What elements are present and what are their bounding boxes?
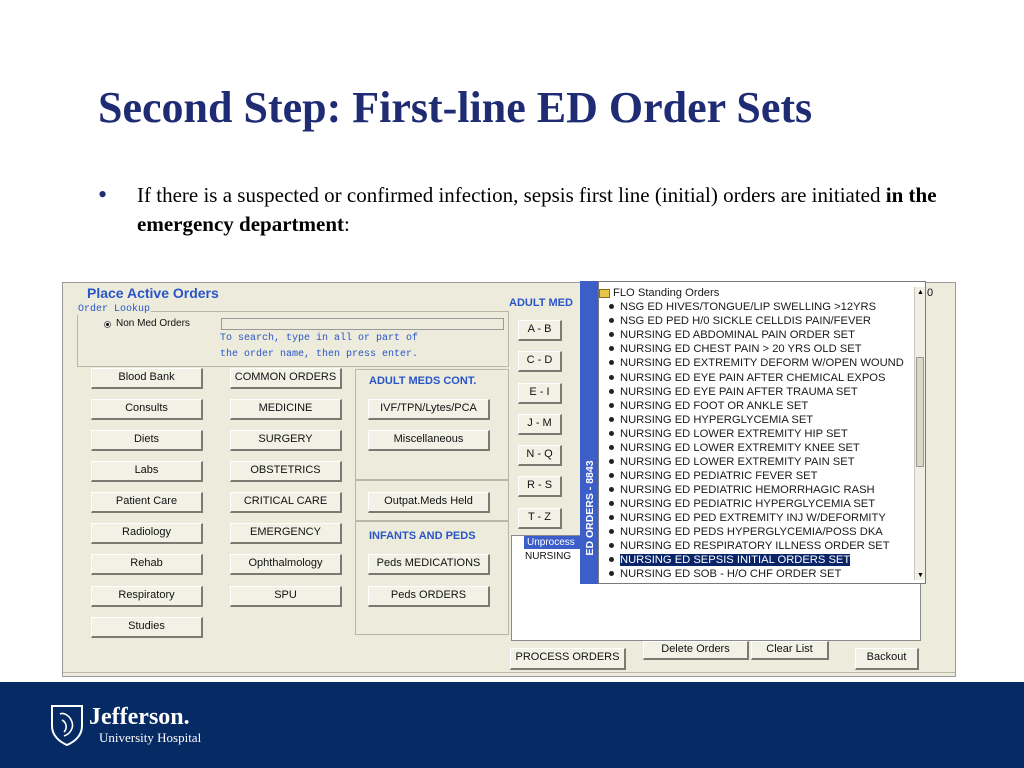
labs-button[interactable]: Labs: [91, 461, 203, 482]
ophthalmology-button[interactable]: Ophthalmology: [230, 554, 342, 575]
process-orders-button[interactable]: PROCESS ORDERS: [510, 648, 626, 670]
alpha-j-m-button[interactable]: J - M: [518, 414, 562, 435]
diets-button[interactable]: Diets: [91, 430, 203, 451]
respiratory-button[interactable]: Respiratory: [91, 586, 203, 607]
bullet-icon: [609, 529, 614, 534]
bullet-icon: [609, 304, 614, 309]
bullet-icon: [609, 332, 614, 337]
common-orders-button[interactable]: COMMON ORDERS: [230, 368, 342, 389]
list-item[interactable]: NURSING ED SOB - H/O CHF ORDER SET: [599, 567, 841, 581]
bullet-icon: [609, 543, 614, 548]
list-item[interactable]: NURSING ED LOWER EXTREMITY PAIN SET: [599, 455, 855, 469]
folder-icon: [599, 289, 610, 298]
bullet-icon: [609, 389, 614, 394]
surgery-button[interactable]: SURGERY: [230, 430, 342, 451]
alpha-a-b-button[interactable]: A - B: [518, 320, 562, 341]
medicine-button[interactable]: MEDICINE: [230, 399, 342, 420]
studies-button[interactable]: Studies: [91, 617, 203, 638]
list-item[interactable]: NURSING ED PEDIATRIC FEVER SET: [599, 469, 817, 483]
list-item[interactable]: NSG ED PED H/0 SICKLE CELLDIS PAIN/FEVER: [599, 314, 871, 328]
nursing-row[interactable]: NURSING: [525, 551, 572, 562]
miscellaneous-button[interactable]: Miscellaneous: [368, 430, 490, 451]
list-item[interactable]: NURSING ED HYPERGLYCEMIA SET: [599, 413, 813, 427]
list-scrollbar[interactable]: [914, 287, 926, 580]
adult-meds-cont-heading: ADULT MEDS CONT.: [369, 375, 477, 387]
list-item[interactable]: NURSING ED RESPIRATORY ILLNESS ORDER SET: [599, 539, 890, 553]
list-item-selected[interactable]: NURSING ED SEPSIS INITIAL ORDERS SET: [599, 553, 850, 567]
list-item[interactable]: NURSING ED ABDOMINAL PAIN ORDER SET: [599, 328, 855, 342]
list-header-row: [599, 286, 719, 300]
footer-bar: [0, 682, 1024, 768]
bullet-icon: [609, 360, 614, 365]
list-header-text: FLO Standing Orders: [613, 287, 720, 299]
scroll-thumb[interactable]: [916, 357, 924, 467]
window-title: Place Active Orders: [87, 285, 219, 301]
search-hint-line1: To search, type in all or part of: [220, 333, 419, 344]
bullet-icon: [609, 487, 614, 492]
bullet-icon: [609, 318, 614, 323]
emergency-button[interactable]: EMERGENCY: [230, 523, 342, 544]
bullet-icon: [609, 459, 614, 464]
delete-orders-button[interactable]: Delete Orders: [643, 641, 749, 660]
list-item[interactable]: NSG ED HIVES/TONGUE/LIP SWELLING >12YRS: [599, 300, 876, 314]
unprocessed-header: Unprocess: [524, 536, 583, 549]
bullet-icon: [609, 417, 614, 422]
ed-orders-strip: [580, 281, 600, 584]
list-item[interactable]: NURSING ED EYE PAIN AFTER TRAUMA SET: [599, 385, 858, 399]
bullet-icon: [609, 501, 614, 506]
stray-digit: 0: [927, 287, 934, 299]
order-lookup-label: Order Lookup: [78, 304, 151, 315]
list-item[interactable]: NURSING ED LOWER EXTREMITY KNEE SET: [599, 441, 860, 455]
alpha-n-q-button[interactable]: N - Q: [518, 445, 562, 466]
list-item[interactable]: NURSING ED PEDIATRIC HEMORRHAGIC RASH: [599, 483, 875, 497]
slide-title: Second Step: First-line ED Order Sets: [98, 83, 813, 132]
order-search-input[interactable]: [221, 318, 504, 330]
non-med-orders-label: Non Med Orders: [116, 318, 190, 329]
bullet-icon: [609, 346, 614, 351]
bullet-text: [137, 181, 977, 239]
non-med-orders-radio[interactable]: [104, 321, 111, 328]
list-item[interactable]: NURSING ED EYE PAIN AFTER CHEMICAL EXPOS: [599, 371, 885, 385]
flo-standing-orders-list[interactable]: [598, 281, 926, 584]
adult-med-heading: ADULT MED: [509, 297, 573, 309]
bullet-text-bold: in the emergency department: [137, 183, 937, 236]
bullet-text-plain: If there is a suspected or confirmed infection, sepsis first line (initial) orders are initiated: [137, 183, 886, 207]
bullet-icon: [609, 571, 614, 576]
bullet-icon: [609, 473, 614, 478]
clear-list-button[interactable]: Clear List: [751, 641, 829, 660]
alpha-e-i-button[interactable]: E - I: [518, 383, 562, 404]
bullet-text-end: :: [344, 212, 350, 236]
ed-orders-vertical-label: ED ORDERS - 8843: [584, 460, 596, 556]
list-item[interactable]: NURSING ED LOWER EXTREMITY HIP SET: [599, 427, 848, 441]
rehab-button[interactable]: Rehab: [91, 554, 203, 575]
scroll-up-icon[interactable]: ▲: [917, 288, 924, 296]
jefferson-shield-logo: [50, 704, 84, 746]
bullet-icon: [609, 403, 614, 408]
ivf-tpn-lytes-pca-button[interactable]: IVF/TPN/Lytes/PCA: [368, 399, 490, 420]
consults-button[interactable]: Consults: [91, 399, 203, 420]
radiology-button[interactable]: Radiology: [91, 523, 203, 544]
list-item[interactable]: NURSING ED PED EXTREMITY INJ W/DEFORMITY: [599, 511, 886, 525]
alpha-t-z-button[interactable]: T - Z: [518, 508, 562, 529]
obstetrics-button[interactable]: OBSTETRICS: [230, 461, 342, 482]
bullet-icon: [609, 375, 614, 380]
peds-orders-button[interactable]: Peds ORDERS: [368, 586, 490, 607]
scroll-down-icon[interactable]: ▼: [917, 571, 924, 579]
list-item[interactable]: NURSING ED PEDS HYPERGLYCEMIA/POSS DKA: [599, 525, 883, 539]
blood-bank-button[interactable]: Blood Bank: [91, 368, 203, 389]
infants-peds-heading: INFANTS AND PEDS: [369, 530, 476, 542]
backout-button[interactable]: Backout: [855, 648, 919, 670]
list-item[interactable]: NURSING ED FOOT OR ANKLE SET: [599, 399, 808, 413]
spu-button[interactable]: SPU: [230, 586, 342, 607]
search-hint-line2: the order name, then press enter.: [220, 349, 419, 360]
bottom-divider: [63, 672, 955, 673]
bullet-icon: [609, 431, 614, 436]
critical-care-button[interactable]: CRITICAL CARE: [230, 492, 342, 513]
patient-care-button[interactable]: Patient Care: [91, 492, 203, 513]
footer-subbrand: University Hospital: [99, 730, 202, 745]
bullet-marker: •: [98, 180, 108, 209]
bullet-icon: [609, 515, 614, 520]
bullet-icon: [609, 445, 614, 450]
bullet-icon: [609, 557, 614, 562]
list-item[interactable]: NURSING ED EXTREMITY DEFORM W/OPEN WOUND: [599, 356, 904, 370]
list-item[interactable]: NURSING ED PEDIATRIC HYPERGLYCEMIA SET: [599, 497, 875, 511]
footer-brand: Jefferson.: [89, 704, 190, 730]
alpha-c-d-button[interactable]: C - D: [518, 351, 562, 372]
alpha-r-s-button[interactable]: R - S: [518, 476, 562, 497]
outpat-meds-held-button[interactable]: Outpat.Meds Held: [368, 492, 490, 513]
peds-medications-button[interactable]: Peds MEDICATIONS: [368, 554, 490, 575]
list-item[interactable]: NURSING ED CHEST PAIN > 20 YRS OLD SET: [599, 342, 862, 356]
